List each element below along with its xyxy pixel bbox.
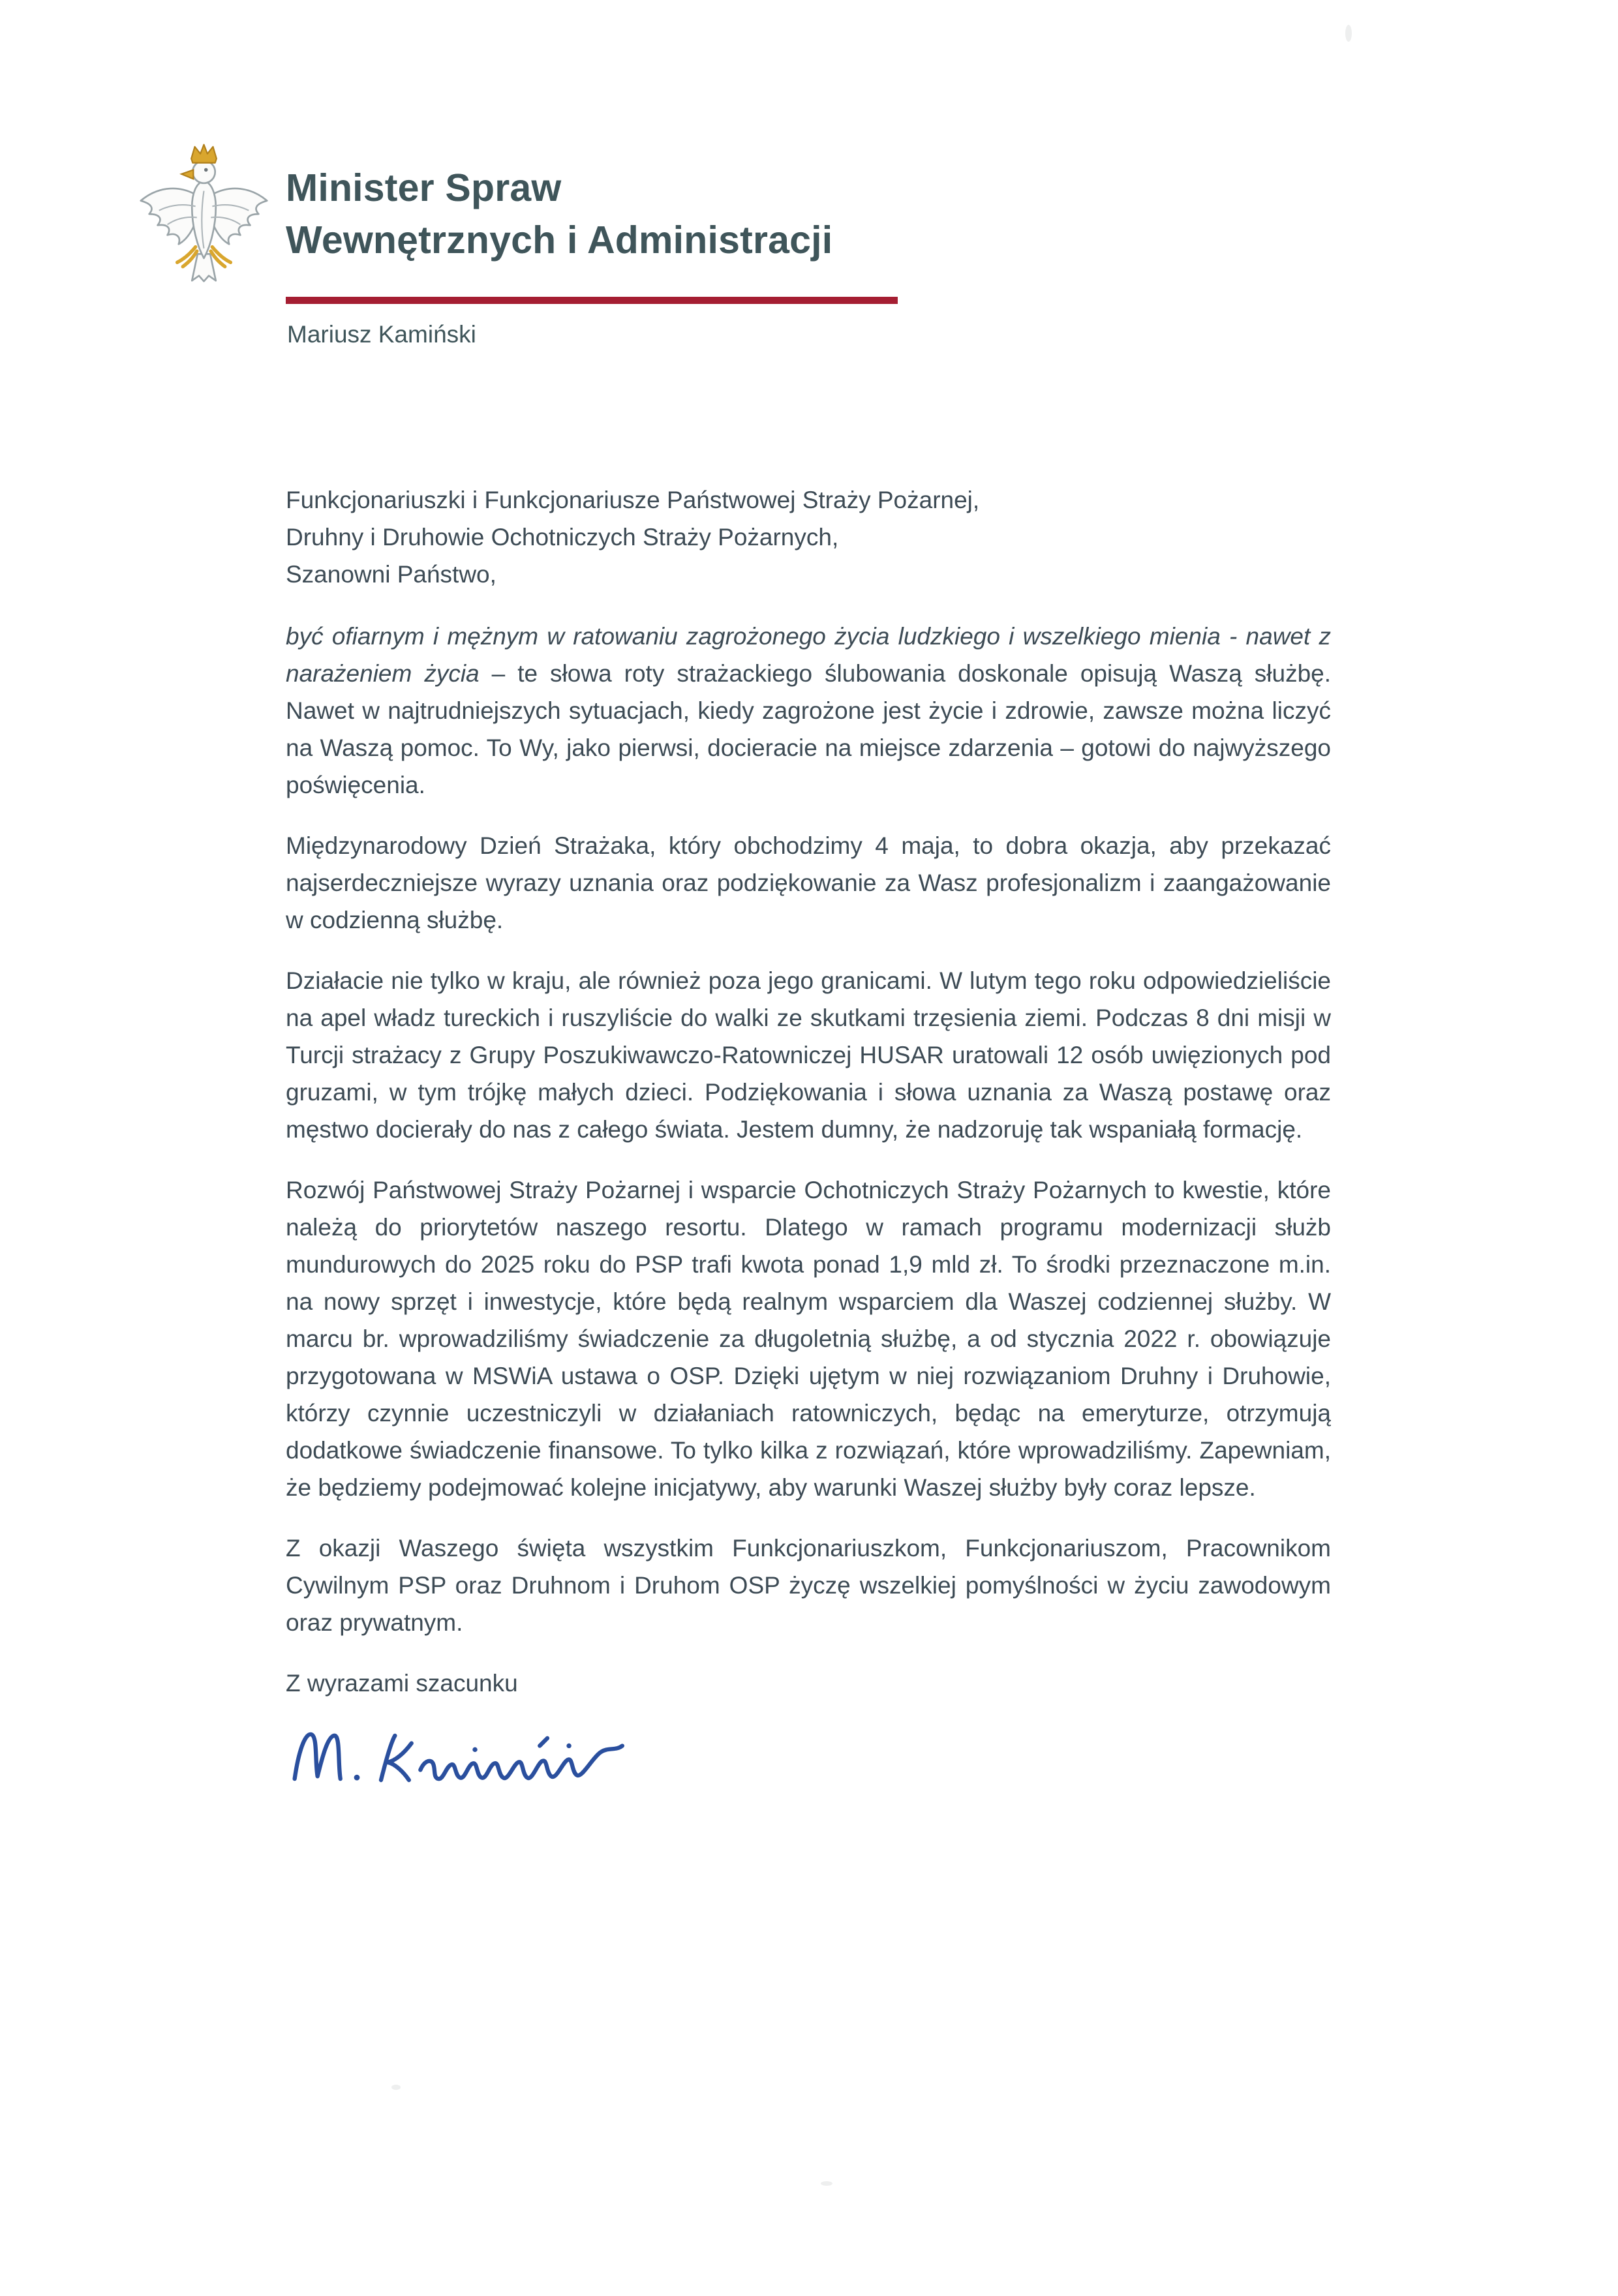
letter-body <box>286 481 1331 1796</box>
ministry-title-line1: Minister Spraw <box>286 166 562 209</box>
oath-quote-italic-text: być ofiarnym i mężnym w ratowaniu zagrożonego życia ludzkiego i wszelkiego mienia - nawet z narażeniem życia <box>286 623 1331 687</box>
scan-artifact <box>1345 25 1352 42</box>
paragraph-firefighters-day: Międzynarodowy Dzień Strażaka, który obchodzimy 4 maja, to dobra okazja, aby przekazać najserdeczniejsze wyrazy uznania oraz podziękowanie za Wasz profesjonalizm i zaangażowanie w codzienną służbę. <box>286 832 1331 933</box>
paragraph-oath-quote <box>286 618 1331 804</box>
scan-artifact <box>821 2181 832 2186</box>
salutation-line-1: Funkcjonariuszki i Funkcjonariusze Państwowej Straży Pożarnej, <box>286 487 980 513</box>
ministry-title-line2: Wewnętrznych i Administracji <box>286 219 833 262</box>
coat-of-arms-eagle-icon <box>134 140 274 305</box>
red-divider-line <box>286 297 898 304</box>
ministry-title <box>286 162 832 266</box>
paragraph-turkey-mission: Działacie nie tylko w kraju, ale również poza jego granicami. W lutym tego roku odpowiedzieliście na apel władz tureckich i ruszyliście do walki ze skutkami trzęsienia ziemi. Podczas 8 dni misji w Turcji strażacy z Grupy Poszukiwawczo-Ratowniczej HUSAR uratowali 12 osób uwięzionych pod gruzami, w tym trójkę małych dzieci. Podziękowania i słowa uznania za Waszą postawę oraz męstwo docierały do nas z całego świata. Jestem dumny, że nadzoruję tak wspaniałą formację. <box>286 967 1331 1143</box>
closing-salutation: Z wyrazami szacunku <box>286 1670 518 1697</box>
salutation-block <box>286 481 1331 593</box>
salutation-line-2: Druhny i Druhowie Ochotniczych Straży Pożarnych, <box>286 524 839 551</box>
signature-svg <box>286 1719 641 1796</box>
handwritten-signature <box>286 1719 641 1796</box>
paragraph-modernization-program: Rozwój Państwowej Straży Pożarnej i wsparcie Ochotniczych Straży Pożarnych to kwestie, które należą do priorytetów naszego resortu. Dlatego w ramach programu modernizacji służb mundurowych do 2025 roku do PSP trafi kwota ponad 1,9 mld zł. To środki przeznaczone m.in. na nowy sprzęt i inwestycje, które będą realnym wsparciem dla Waszej codziennej służby. W marcu br. wprowadziliśmy świadczenie za długoletnią służbę, a od stycznia 2022 r. obowiązuje przygotowana w MSWiA ustawa o OSP. Dzięki ujętym w niej rozwiązaniom Druhny i Druhowie, którzy czynnie uczestniczyli w działaniach ratowniczych, będąc na emeryturze, otrzymują dodatkowe świadczenie finansowe. To tylko kilka z rozwiązań, które wprowadziliśmy. Zapewniam, że będziemy podejmować kolejne inicjatywy, aby warunki Waszej służby były coraz lepsze. <box>286 1177 1331 1501</box>
polish-eagle-svg <box>134 140 274 305</box>
scan-artifact <box>391 2085 401 2090</box>
salutation-line-3: Szanowni Państwo, <box>286 561 496 588</box>
oath-quote-regular-text: – te słowa roty strażackiego ślubowania doskonale opisują Waszą służbę. Nawet w najtrudniejszych sytuacjach, kiedy zagrożone jest życie i zdrowie, zawsze można liczyć na Waszą pomoc. To Wy, jako pierwsi, docieracie na miejsce zdarzenia – gotowi do najwyższego poświęcenia. <box>286 660 1332 798</box>
minister-name: Mariusz Kamiński <box>287 321 476 348</box>
paragraph-wishes: Z okazji Waszego święta wszystkim Funkcjonariuszkom, Funkcjonariuszom, Pracownikom Cywilnym PSP oraz Druhnom i Druhom OSP życzę wszelkiej pomyślności w życiu zawodowym oraz prywatnym. <box>286 1535 1331 1636</box>
